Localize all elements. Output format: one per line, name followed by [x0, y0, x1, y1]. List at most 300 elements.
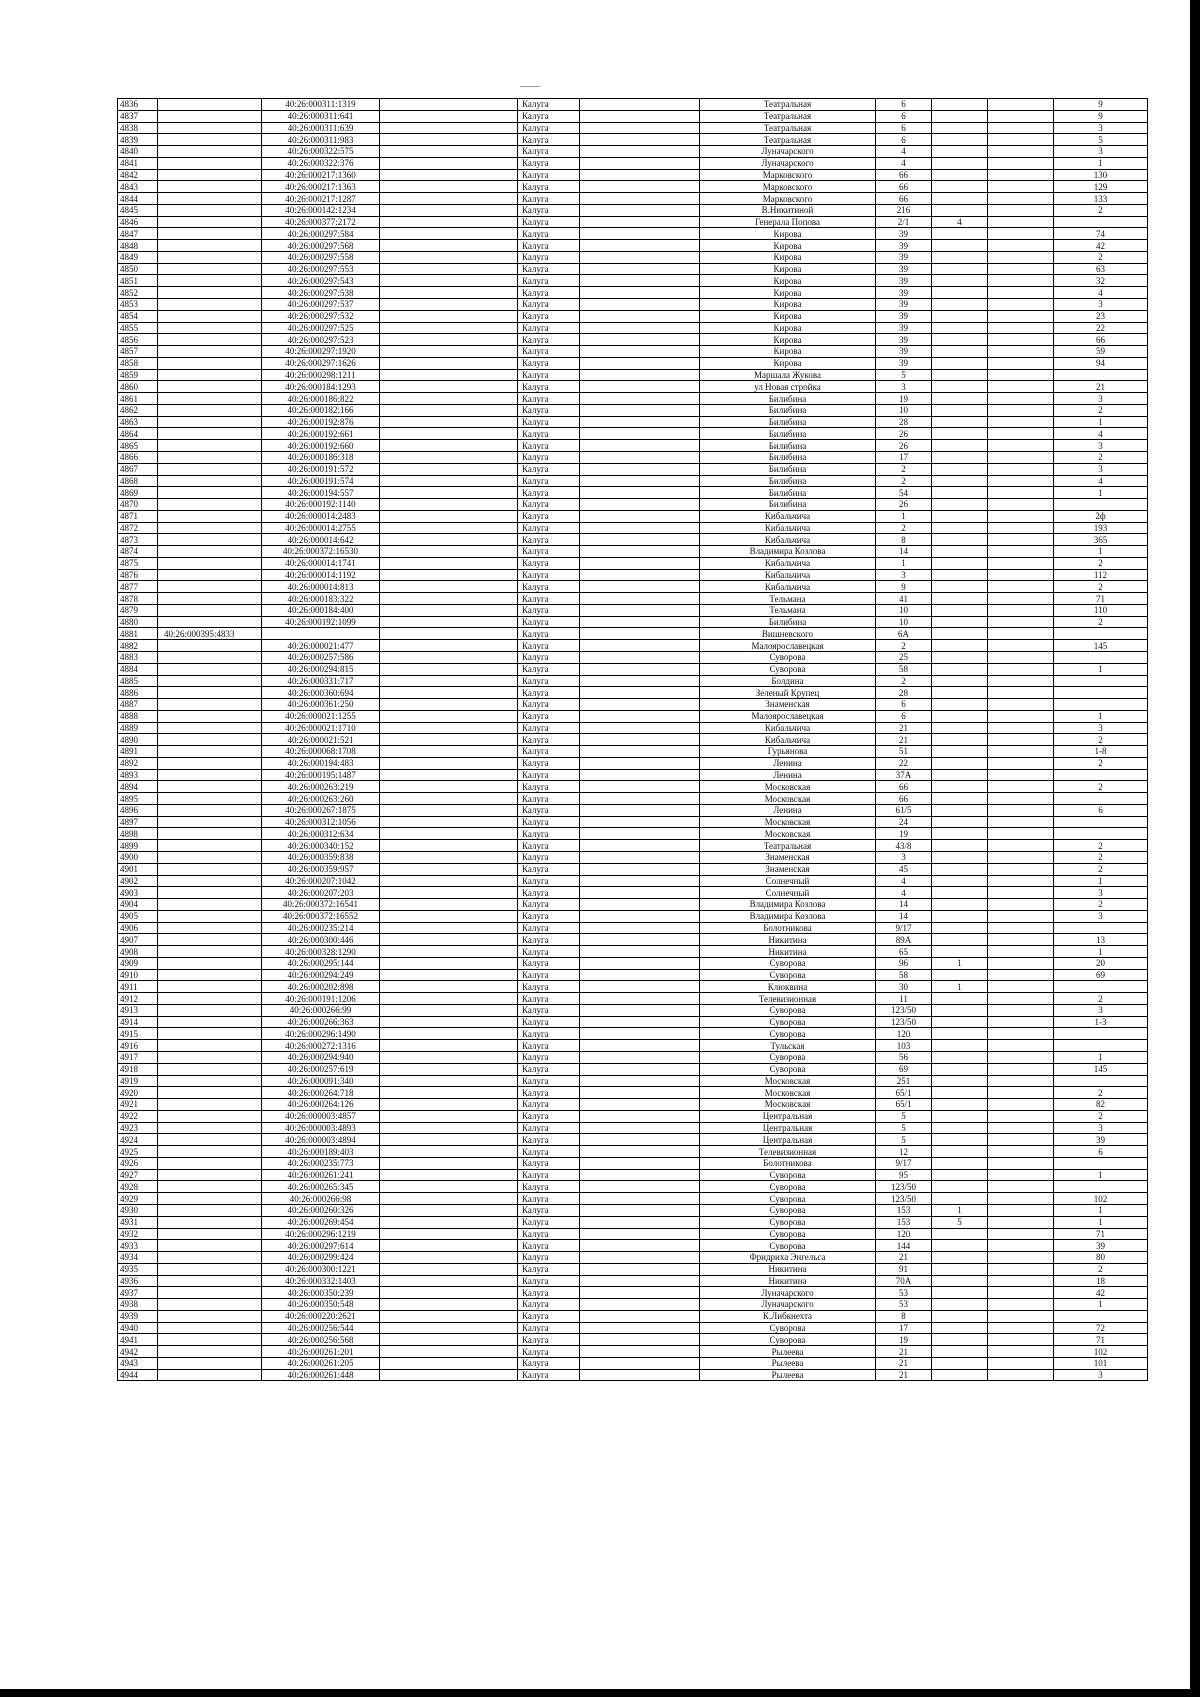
- house-number: 91: [876, 1263, 932, 1275]
- city: Калуга: [518, 263, 580, 275]
- building-number: [932, 734, 988, 746]
- empty-cell: [580, 369, 700, 381]
- apartment-number: 18: [1054, 1275, 1148, 1287]
- cadastral-number-building: [158, 157, 262, 169]
- cadastral-number: 40:26:000202:898: [262, 981, 380, 993]
- building-number: [932, 593, 988, 605]
- building-number: [932, 510, 988, 522]
- city: Калуга: [518, 993, 580, 1005]
- row-number: 4939: [118, 1310, 158, 1322]
- empty-cell: [380, 181, 518, 193]
- table-row: [118, 322, 1148, 334]
- city: Калуга: [518, 416, 580, 428]
- empty-cell: [380, 122, 518, 134]
- house-number: 123/50: [876, 1016, 932, 1028]
- house-number: 11: [876, 993, 932, 1005]
- row-number: 4878: [118, 593, 158, 605]
- empty-cell: [988, 899, 1054, 911]
- cadastral-number-building: [158, 1075, 262, 1087]
- house-number: 30: [876, 981, 932, 993]
- empty-cell: [380, 204, 518, 216]
- empty-cell: [380, 934, 518, 946]
- empty-cell: [580, 957, 700, 969]
- empty-cell: [380, 487, 518, 499]
- street: Владимира Козлова: [700, 899, 876, 911]
- apartment-number: 2: [1054, 1110, 1148, 1122]
- empty-cell: [580, 1204, 700, 1216]
- empty-cell: [580, 628, 700, 640]
- empty-cell: [380, 1122, 518, 1134]
- cadastral-number: 40:26:000377:2172: [262, 216, 380, 228]
- cadastral-number-building: [158, 557, 262, 569]
- street: Суворова: [700, 1016, 876, 1028]
- building-number: [932, 557, 988, 569]
- building-number: [932, 275, 988, 287]
- city: Калуга: [518, 134, 580, 146]
- empty-cell: [988, 1369, 1054, 1381]
- table-row: [118, 346, 1148, 358]
- city: Калуга: [518, 1334, 580, 1346]
- house-number: 26: [876, 428, 932, 440]
- cadastral-number-building: [158, 1134, 262, 1146]
- cadastral-number: 40:26:000192:660: [262, 440, 380, 452]
- row-number: 4844: [118, 193, 158, 205]
- building-number: [932, 1334, 988, 1346]
- building-number: [932, 581, 988, 593]
- cadastral-number: 40:26:000142:1234: [262, 204, 380, 216]
- house-number: 8: [876, 1310, 932, 1322]
- street: Клюквина: [700, 981, 876, 993]
- house-number: 4: [876, 146, 932, 158]
- empty-cell: [988, 840, 1054, 852]
- apartment-number: 23: [1054, 310, 1148, 322]
- house-number: 65: [876, 946, 932, 958]
- cadastral-number: 40:26:000263:260: [262, 793, 380, 805]
- empty-cell: [380, 781, 518, 793]
- city: Калуга: [518, 981, 580, 993]
- empty-cell: [988, 675, 1054, 687]
- table-row: [118, 134, 1148, 146]
- cadastral-number: 40:26:000184:400: [262, 604, 380, 616]
- building-number: [932, 122, 988, 134]
- house-number: 6: [876, 110, 932, 122]
- street: Центральная: [700, 1122, 876, 1134]
- house-number: 39: [876, 310, 932, 322]
- building-number: [932, 710, 988, 722]
- table-row: [118, 1310, 1148, 1322]
- apartment-number: [1054, 216, 1148, 228]
- building-number: [932, 628, 988, 640]
- empty-cell: [380, 1193, 518, 1205]
- apartment-number: 6: [1054, 1146, 1148, 1158]
- cadastral-number-building: [158, 1193, 262, 1205]
- house-number: 28: [876, 416, 932, 428]
- cadastral-number-building: [158, 616, 262, 628]
- house-number: 39: [876, 275, 932, 287]
- city: Калуга: [518, 510, 580, 522]
- building-number: [932, 793, 988, 805]
- house-number: 45: [876, 863, 932, 875]
- apartment-number: 102: [1054, 1346, 1148, 1358]
- street: Ленина: [700, 804, 876, 816]
- apartment-number: 13: [1054, 934, 1148, 946]
- apartment-number: 39: [1054, 1240, 1148, 1252]
- empty-cell: [380, 416, 518, 428]
- cadastral-number: 40:26:000003:4894: [262, 1134, 380, 1146]
- row-number: 4902: [118, 875, 158, 887]
- cadastral-number-building: [158, 310, 262, 322]
- cadastral-number: 40:26:000263:219: [262, 781, 380, 793]
- table-row: [118, 804, 1148, 816]
- empty-cell: [988, 475, 1054, 487]
- street: Кирова: [700, 346, 876, 358]
- apartment-number: 9: [1054, 110, 1148, 122]
- city: Калуга: [518, 428, 580, 440]
- empty-cell: [988, 957, 1054, 969]
- apartment-number: 2ф: [1054, 510, 1148, 522]
- empty-cell: [580, 169, 700, 181]
- street: Театральная: [700, 840, 876, 852]
- empty-cell: [380, 299, 518, 311]
- house-number: 21: [876, 1369, 932, 1381]
- cadastral-number-building: [158, 1087, 262, 1099]
- building-number: [932, 934, 988, 946]
- street: Болотникова: [700, 922, 876, 934]
- row-number: 4865: [118, 440, 158, 452]
- city: Калуга: [518, 1299, 580, 1311]
- row-number: 4931: [118, 1216, 158, 1228]
- table-row: [118, 840, 1148, 852]
- house-number: 10: [876, 604, 932, 616]
- city: Калуга: [518, 1040, 580, 1052]
- building-number: [932, 1240, 988, 1252]
- city: Калуга: [518, 910, 580, 922]
- city: Калуга: [518, 934, 580, 946]
- row-number: 4852: [118, 287, 158, 299]
- street: Суворова: [700, 1004, 876, 1016]
- table-row: [118, 769, 1148, 781]
- empty-cell: [380, 1028, 518, 1040]
- cadastral-number: 40:26:000189:403: [262, 1146, 380, 1158]
- cadastral-number: 40:26:000261:205: [262, 1357, 380, 1369]
- cadastral-number-building: [158, 240, 262, 252]
- apartment-number: 66: [1054, 334, 1148, 346]
- table-row: [118, 110, 1148, 122]
- empty-cell: [988, 1016, 1054, 1028]
- cadastral-number-building: [158, 640, 262, 652]
- empty-cell: [580, 1334, 700, 1346]
- empty-cell: [988, 134, 1054, 146]
- empty-cell: [988, 1075, 1054, 1087]
- cadastral-number-building: [158, 710, 262, 722]
- city: Калуга: [518, 699, 580, 711]
- city: Калуга: [518, 922, 580, 934]
- row-number: 4846: [118, 216, 158, 228]
- street: Никитина: [700, 946, 876, 958]
- table-row: [118, 157, 1148, 169]
- row-number: 4851: [118, 275, 158, 287]
- table-row: [118, 299, 1148, 311]
- cadastral-number-building: [158, 781, 262, 793]
- building-number: [932, 828, 988, 840]
- city: Калуга: [518, 710, 580, 722]
- row-number: 4938: [118, 1299, 158, 1311]
- row-number: 4873: [118, 534, 158, 546]
- empty-cell: [580, 428, 700, 440]
- table-row: [118, 1322, 1148, 1334]
- apartment-number: 2: [1054, 557, 1148, 569]
- cadastral-number: 40:26:000191:572: [262, 463, 380, 475]
- building-number: 1: [932, 957, 988, 969]
- city: Калуга: [518, 346, 580, 358]
- empty-cell: [988, 146, 1054, 158]
- street: Билибина: [700, 499, 876, 511]
- table-row: [118, 816, 1148, 828]
- building-number: [932, 1228, 988, 1240]
- street: Центральная: [700, 1110, 876, 1122]
- house-number: 19: [876, 828, 932, 840]
- street: Луначарского: [700, 1299, 876, 1311]
- street: Билибина: [700, 451, 876, 463]
- apartment-number: 59: [1054, 346, 1148, 358]
- house-number: 153: [876, 1204, 932, 1216]
- empty-cell: [988, 204, 1054, 216]
- empty-cell: [988, 1193, 1054, 1205]
- apartment-number: [1054, 1157, 1148, 1169]
- house-number: 2/1: [876, 216, 932, 228]
- street: Знаменская: [700, 863, 876, 875]
- empty-cell: [380, 946, 518, 958]
- cadastral-number-building: [158, 463, 262, 475]
- empty-cell: [380, 722, 518, 734]
- city: Калуга: [518, 404, 580, 416]
- apartment-number: 5: [1054, 134, 1148, 146]
- empty-cell: [380, 604, 518, 616]
- empty-cell: [380, 1228, 518, 1240]
- empty-cell: [988, 722, 1054, 734]
- city: Калуга: [518, 240, 580, 252]
- table-row: [118, 404, 1148, 416]
- empty-cell: [580, 522, 700, 534]
- building-number: [932, 1075, 988, 1087]
- cadastral-number: 40:26:000295:144: [262, 957, 380, 969]
- building-number: [932, 616, 988, 628]
- apartment-number: 2: [1054, 734, 1148, 746]
- cadastral-number: 40:26:000266:363: [262, 1016, 380, 1028]
- empty-cell: [380, 193, 518, 205]
- empty-cell: [580, 251, 700, 263]
- row-number: 4943: [118, 1357, 158, 1369]
- cadastral-number-building: [158, 1052, 262, 1064]
- cadastral-number-building: [158, 593, 262, 605]
- apartment-number: [1054, 499, 1148, 511]
- house-number: 3: [876, 569, 932, 581]
- city: Калуга: [518, 193, 580, 205]
- row-number: 4886: [118, 687, 158, 699]
- empty-cell: [380, 875, 518, 887]
- city: Калуга: [518, 1252, 580, 1264]
- city: Калуга: [518, 204, 580, 216]
- building-number: [932, 428, 988, 440]
- building-number: [932, 1040, 988, 1052]
- cadastral-number: 40:26:000297:538: [262, 287, 380, 299]
- cadastral-number: 40:26:000192:876: [262, 416, 380, 428]
- empty-cell: [380, 357, 518, 369]
- street: Ленина: [700, 769, 876, 781]
- cadastral-number-building: [158, 1240, 262, 1252]
- street: Генерала Попова: [700, 216, 876, 228]
- street: К.Либкнехта: [700, 1310, 876, 1322]
- empty-cell: [988, 1263, 1054, 1275]
- cadastral-number-building: [158, 428, 262, 440]
- empty-cell: [580, 1004, 700, 1016]
- building-number: [932, 1322, 988, 1334]
- street: Кибальчича: [700, 734, 876, 746]
- street: Центральная: [700, 1134, 876, 1146]
- building-number: [932, 699, 988, 711]
- apartment-number: 22: [1054, 322, 1148, 334]
- house-number: 39: [876, 287, 932, 299]
- table-row: [118, 969, 1148, 981]
- table-row: [118, 534, 1148, 546]
- street: Билибина: [700, 416, 876, 428]
- empty-cell: [580, 687, 700, 699]
- apartment-number: [1054, 828, 1148, 840]
- empty-cell: [988, 499, 1054, 511]
- city: Калуга: [518, 1169, 580, 1181]
- row-number: 4837: [118, 110, 158, 122]
- empty-cell: [988, 710, 1054, 722]
- empty-cell: [380, 1157, 518, 1169]
- empty-cell: [580, 793, 700, 805]
- cadastral-number-building: [158, 1357, 262, 1369]
- street: Знаменская: [700, 699, 876, 711]
- cadastral-number: 40:26:000217:1287: [262, 193, 380, 205]
- row-number: 4880: [118, 616, 158, 628]
- cadastral-number-building: [158, 663, 262, 675]
- building-number: [932, 110, 988, 122]
- building-number: [932, 522, 988, 534]
- house-number: 21: [876, 722, 932, 734]
- building-number: [932, 1052, 988, 1064]
- empty-cell: [580, 616, 700, 628]
- cadastral-number-building: [158, 1346, 262, 1358]
- cadastral-number: 40:26:000256:544: [262, 1322, 380, 1334]
- apartment-number: 9: [1054, 99, 1148, 111]
- cadastral-number-building: [158, 334, 262, 346]
- empty-cell: [988, 687, 1054, 699]
- building-number: [932, 840, 988, 852]
- cadastral-number: 40:26:000297:543: [262, 275, 380, 287]
- building-number: [932, 181, 988, 193]
- empty-cell: [580, 99, 700, 111]
- table-row: [118, 228, 1148, 240]
- city: Калуга: [518, 122, 580, 134]
- empty-cell: [380, 840, 518, 852]
- empty-cell: [380, 1052, 518, 1064]
- empty-cell: [988, 1228, 1054, 1240]
- row-number: 4868: [118, 475, 158, 487]
- empty-cell: [380, 440, 518, 452]
- apartment-number: 2: [1054, 840, 1148, 852]
- house-number: 10: [876, 616, 932, 628]
- building-number: [932, 969, 988, 981]
- table-row: [118, 852, 1148, 864]
- cadastral-number: 40:26:000260:326: [262, 1204, 380, 1216]
- building-number: [932, 357, 988, 369]
- building-number: [932, 1287, 988, 1299]
- empty-cell: [380, 1110, 518, 1122]
- building-number: [932, 804, 988, 816]
- city: Калуга: [518, 357, 580, 369]
- table-row: [118, 169, 1148, 181]
- table-row: [118, 581, 1148, 593]
- empty-cell: [580, 275, 700, 287]
- city: Калуга: [518, 1369, 580, 1381]
- empty-cell: [380, 863, 518, 875]
- building-number: [932, 1146, 988, 1158]
- cadastral-number: 40:26:000014:1192: [262, 569, 380, 581]
- table-row: [118, 369, 1148, 381]
- table-row: [118, 310, 1148, 322]
- row-number: 4925: [118, 1146, 158, 1158]
- cadastral-number: 40:26:000361:250: [262, 699, 380, 711]
- table-row: [118, 957, 1148, 969]
- cadastral-number-building: [158, 1146, 262, 1158]
- city: Калуга: [518, 1028, 580, 1040]
- table-row: [118, 1369, 1148, 1381]
- empty-cell: [580, 651, 700, 663]
- empty-cell: [580, 1263, 700, 1275]
- table-row: [118, 628, 1148, 640]
- building-number: [932, 334, 988, 346]
- cadastral-number: 40:26:000003:4857: [262, 1110, 380, 1122]
- street: Никитина: [700, 1275, 876, 1287]
- house-number: 14: [876, 546, 932, 558]
- empty-cell: [580, 852, 700, 864]
- building-number: [932, 451, 988, 463]
- house-number: 19: [876, 1334, 932, 1346]
- apartment-number: 3: [1054, 393, 1148, 405]
- empty-cell: [988, 275, 1054, 287]
- apartment-number: [1054, 1075, 1148, 1087]
- city: Калуга: [518, 651, 580, 663]
- table-row: [118, 734, 1148, 746]
- cadastral-number-building: [158, 534, 262, 546]
- empty-cell: [988, 346, 1054, 358]
- table-row: [118, 451, 1148, 463]
- empty-cell: [380, 734, 518, 746]
- empty-cell: [580, 534, 700, 546]
- apartment-number: 39: [1054, 1134, 1148, 1146]
- empty-cell: [988, 169, 1054, 181]
- table-row: [118, 428, 1148, 440]
- empty-cell: [580, 1275, 700, 1287]
- cadastral-number: 40:26:000014:813: [262, 581, 380, 593]
- table-row: [118, 240, 1148, 252]
- cadastral-number: 40:26:000191:574: [262, 475, 380, 487]
- house-number: 5: [876, 369, 932, 381]
- city: Калуга: [518, 828, 580, 840]
- empty-cell: [380, 322, 518, 334]
- empty-cell: [580, 299, 700, 311]
- house-number: 6: [876, 134, 932, 146]
- empty-cell: [988, 404, 1054, 416]
- cadastral-number-building: [158, 981, 262, 993]
- cadastral-number-building: [158, 651, 262, 663]
- cadastral-number-building: [158, 263, 262, 275]
- empty-cell: [580, 746, 700, 758]
